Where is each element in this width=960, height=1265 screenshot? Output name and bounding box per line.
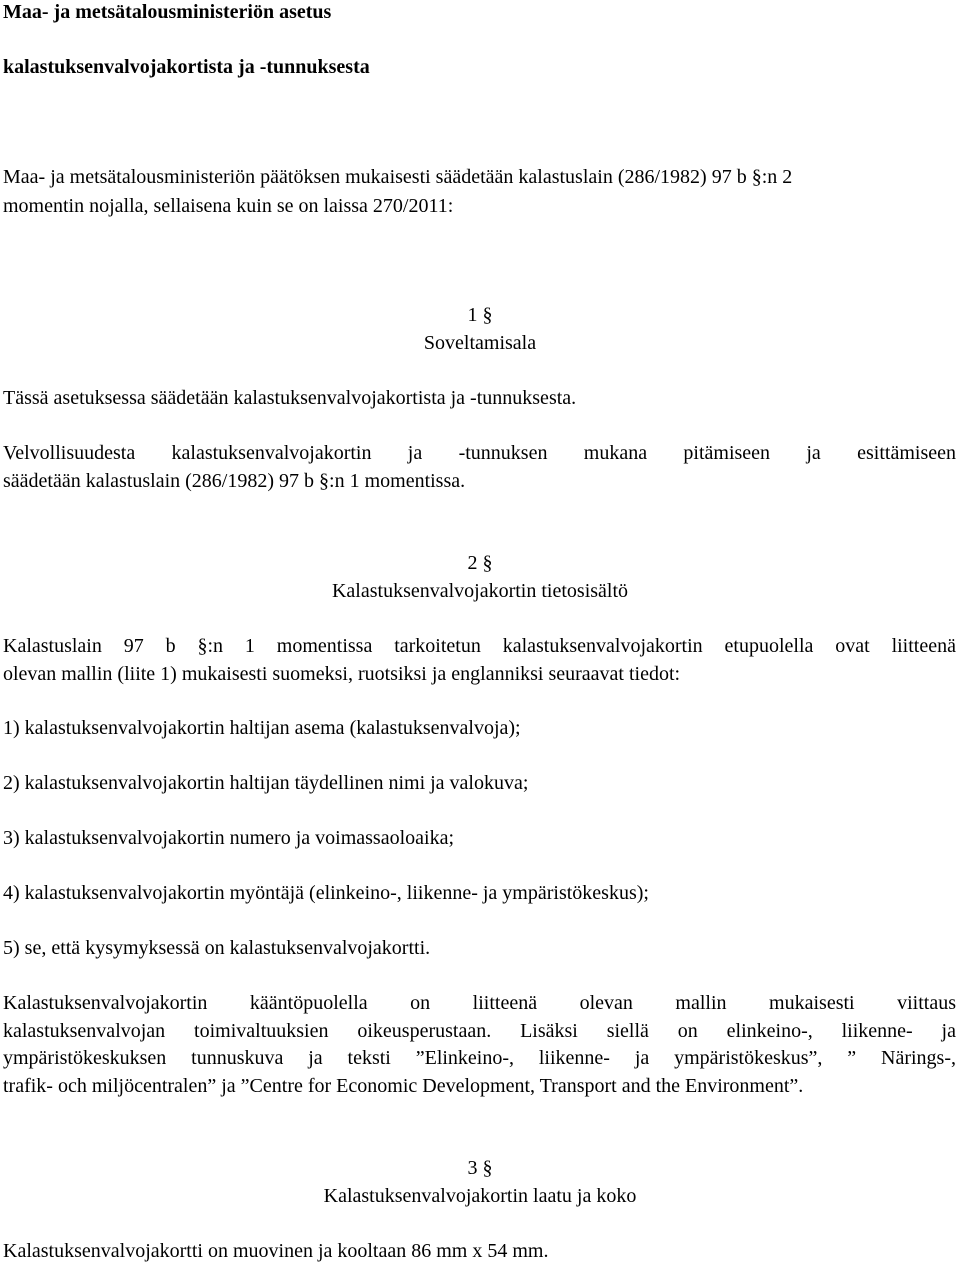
- section-2-back-line-1: Kalastuksenvalvojakortin kääntöpuolella on liitteenä olevan mallin mukaisesti viittaus: [3, 992, 956, 1014]
- list-item: 2) kalastuksenvalvojakortin haltijan täydellinen nimi ja valokuva;: [3, 772, 529, 794]
- title-line-1: Maa- ja metsätalousministeriön asetus: [3, 1, 332, 23]
- list-item: 5) se, että kysymyksessä on kalastuksenvalvojakortti.: [3, 937, 431, 959]
- section-2-intro-line-1: Kalastuslain 97 b §:n 1 momentissa tarkoitetun kalastuksenvalvojakortin etupuolella ovat liitteenä: [3, 635, 956, 657]
- section-1-paragraph-2-line-1: Velvollisuudesta kalastuksenvalvojakortin ja -tunnuksen mukana pitämiseen ja esittämiseen: [3, 442, 956, 464]
- section-1-heading: Soveltamisala: [423, 332, 537, 354]
- preamble-line-2: momentin nojalla, sellaisena kuin se on laissa 270/2011:: [3, 195, 454, 217]
- section-2-heading: Kalastuksenvalvojakortin tietosisältö: [331, 580, 629, 602]
- section-1-paragraph-1: Tässä asetuksessa säädetään kalastuksenvalvojakortista ja -tunnuksesta.: [3, 387, 577, 409]
- section-3-heading: Kalastuksenvalvojakortin laatu ja koko: [323, 1185, 637, 1207]
- section-2-number: 2 §: [467, 552, 493, 574]
- list-item: 4) kalastuksenvalvojakortin myöntäjä (elinkeino-, liikenne- ja ympäristökeskus);: [3, 882, 649, 904]
- preamble-line-1: Maa- ja metsätalousministeriön päätöksen mukaisesti säädetään kalastuslain (286/1982) 97 b §:n 2: [3, 166, 793, 188]
- list-item: 3) kalastuksenvalvojakortin numero ja voimassaoloaika;: [3, 827, 454, 849]
- section-2-back-line-2: kalastuksenvalvojan toimivaltuuksien oikeusperustaan. Lisäksi siellä on elinkeino-, liikenne- ja: [3, 1020, 956, 1042]
- section-3-paragraph-1: Kalastuksenvalvojakortti on muovinen ja kooltaan 86 mm x 54 mm.: [3, 1240, 549, 1262]
- section-2-back-line-3: ympäristökeskuksen tunnuskuva ja teksti ”Elinkeino-, liikenne- ja ympäristökeskus”, ” Närings-,: [3, 1047, 956, 1069]
- section-2-intro-line-2: olevan mallin (liite 1) mukaisesti suomeksi, ruotsiksi ja englanniksi seuraavat tiedot:: [3, 663, 681, 685]
- list-item: 1) kalastuksenvalvojakortin haltijan asema (kalastuksenvalvoja);: [3, 717, 521, 739]
- section-1-paragraph-2-line-2: säädetään kalastuslain (286/1982) 97 b §:n 1 momentissa.: [3, 470, 466, 492]
- section-3-number: 3 §: [467, 1157, 493, 1179]
- section-2-back-line-4: trafik- och miljöcentralen” ja ”Centre for Economic Development, Transport and the Environment”.: [3, 1075, 804, 1097]
- title-line-2: kalastuksenvalvojakortista ja -tunnuksesta: [3, 56, 370, 78]
- section-1-number: 1 §: [467, 304, 493, 326]
